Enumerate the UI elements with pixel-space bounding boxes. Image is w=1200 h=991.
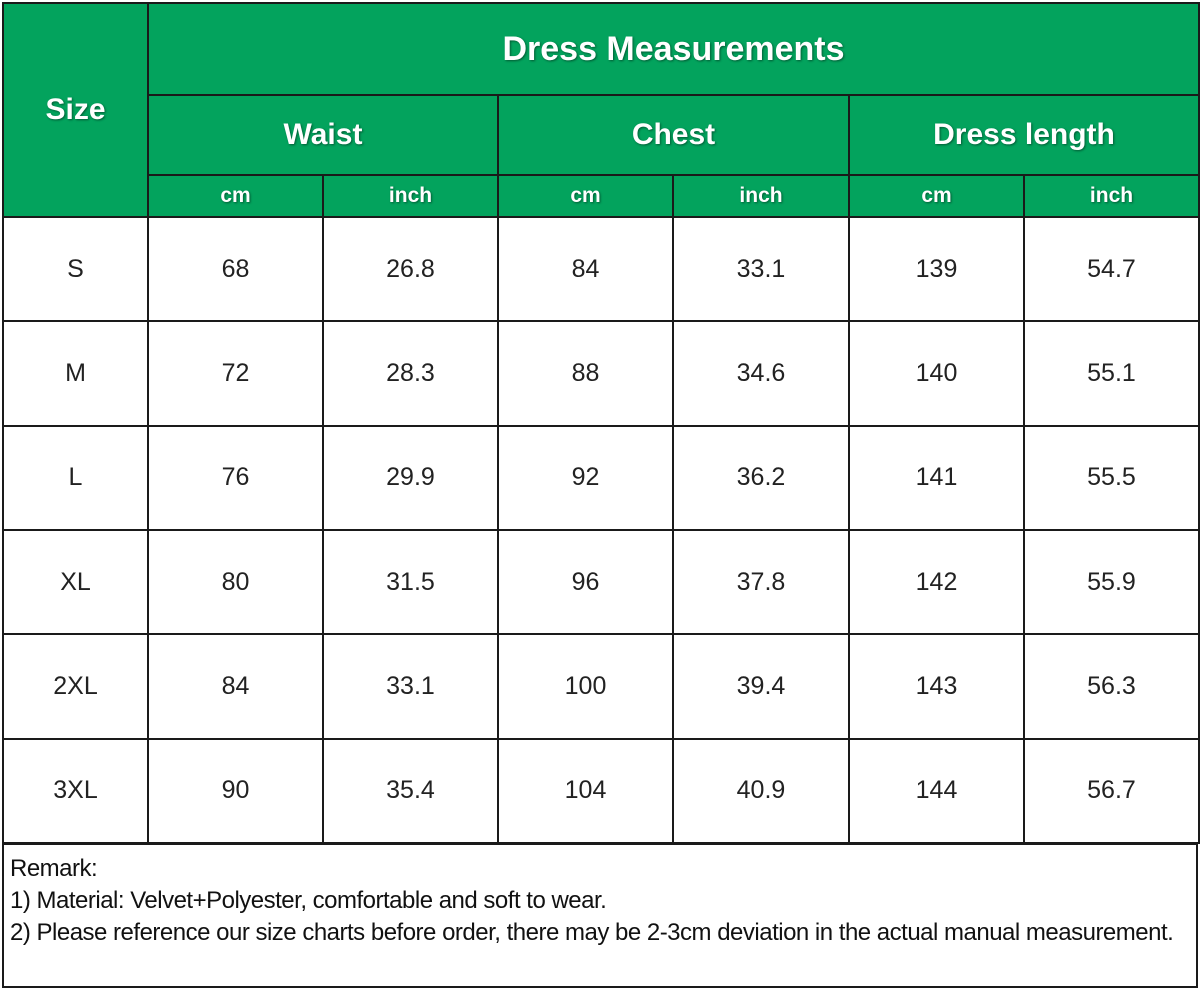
group-header-dress-length: Dress length xyxy=(849,95,1199,175)
table-cell: 33.1 xyxy=(673,217,849,321)
remark-box xyxy=(2,843,1198,988)
table-cell: 72 xyxy=(148,321,323,425)
remark-heading: Remark: xyxy=(10,855,98,882)
table-cell: 55.9 xyxy=(1024,530,1199,634)
table-cell: 34.6 xyxy=(673,321,849,425)
table-cell: 55.1 xyxy=(1024,321,1199,425)
table-cell: 40.9 xyxy=(673,739,849,843)
table-cell: 84 xyxy=(148,634,323,738)
table-cell: 54.7 xyxy=(1024,217,1199,321)
table-cell: 56.3 xyxy=(1024,634,1199,738)
table-cell: 90 xyxy=(148,739,323,843)
size-table xyxy=(2,2,1200,844)
unit-header: cm xyxy=(849,175,1024,217)
remark-line-deviation: 2) Please reference our size charts before order, there may be 2-3cm deviation in the actual manual measurement. xyxy=(10,919,1174,946)
table-cell: 139 xyxy=(849,217,1024,321)
table-cell: 26.8 xyxy=(323,217,498,321)
unit-header: cm xyxy=(498,175,673,217)
unit-header: cm xyxy=(148,175,323,217)
table-cell: 88 xyxy=(498,321,673,425)
unit-header: inch xyxy=(1024,175,1199,217)
unit-header: inch xyxy=(673,175,849,217)
group-header-waist: Waist xyxy=(148,95,498,175)
group-header-chest: Chest xyxy=(498,95,849,175)
table-cell: 100 xyxy=(498,634,673,738)
unit-header: inch xyxy=(323,175,498,217)
table-cell: 141 xyxy=(849,426,1024,530)
table-cell: 96 xyxy=(498,530,673,634)
table-cell: 33.1 xyxy=(323,634,498,738)
table-row xyxy=(3,739,1199,843)
table-row xyxy=(3,426,1199,530)
table-cell: 55.5 xyxy=(1024,426,1199,530)
table-cell: 29.9 xyxy=(323,426,498,530)
table-cell: 104 xyxy=(498,739,673,843)
size-cell: L xyxy=(3,426,148,530)
size-cell: XL xyxy=(3,530,148,634)
table-cell: 28.3 xyxy=(323,321,498,425)
table-cell: 140 xyxy=(849,321,1024,425)
size-column-header: Size xyxy=(3,3,148,217)
table-cell: 144 xyxy=(849,739,1024,843)
table-row xyxy=(3,217,1199,321)
table-cell: 36.2 xyxy=(673,426,849,530)
size-cell: 2XL xyxy=(3,634,148,738)
remark-line-material: 1) Material: Velvet+Polyester, comfortable and soft to wear. xyxy=(10,887,607,914)
table-cell: 92 xyxy=(498,426,673,530)
size-cell: S xyxy=(3,217,148,321)
table-cell: 143 xyxy=(849,634,1024,738)
size-cell: M xyxy=(3,321,148,425)
table-cell: 31.5 xyxy=(323,530,498,634)
table-title: Dress Measurements xyxy=(148,3,1199,95)
table-cell: 80 xyxy=(148,530,323,634)
table-row xyxy=(3,634,1199,738)
size-cell: 3XL xyxy=(3,739,148,843)
table-cell: 84 xyxy=(498,217,673,321)
table-cell: 39.4 xyxy=(673,634,849,738)
table-row xyxy=(3,321,1199,425)
table-cell: 142 xyxy=(849,530,1024,634)
table-cell: 35.4 xyxy=(323,739,498,843)
table-cell: 37.8 xyxy=(673,530,849,634)
table-cell: 76 xyxy=(148,426,323,530)
table-cell: 68 xyxy=(148,217,323,321)
table-cell: 56.7 xyxy=(1024,739,1199,843)
table-row xyxy=(3,530,1199,634)
